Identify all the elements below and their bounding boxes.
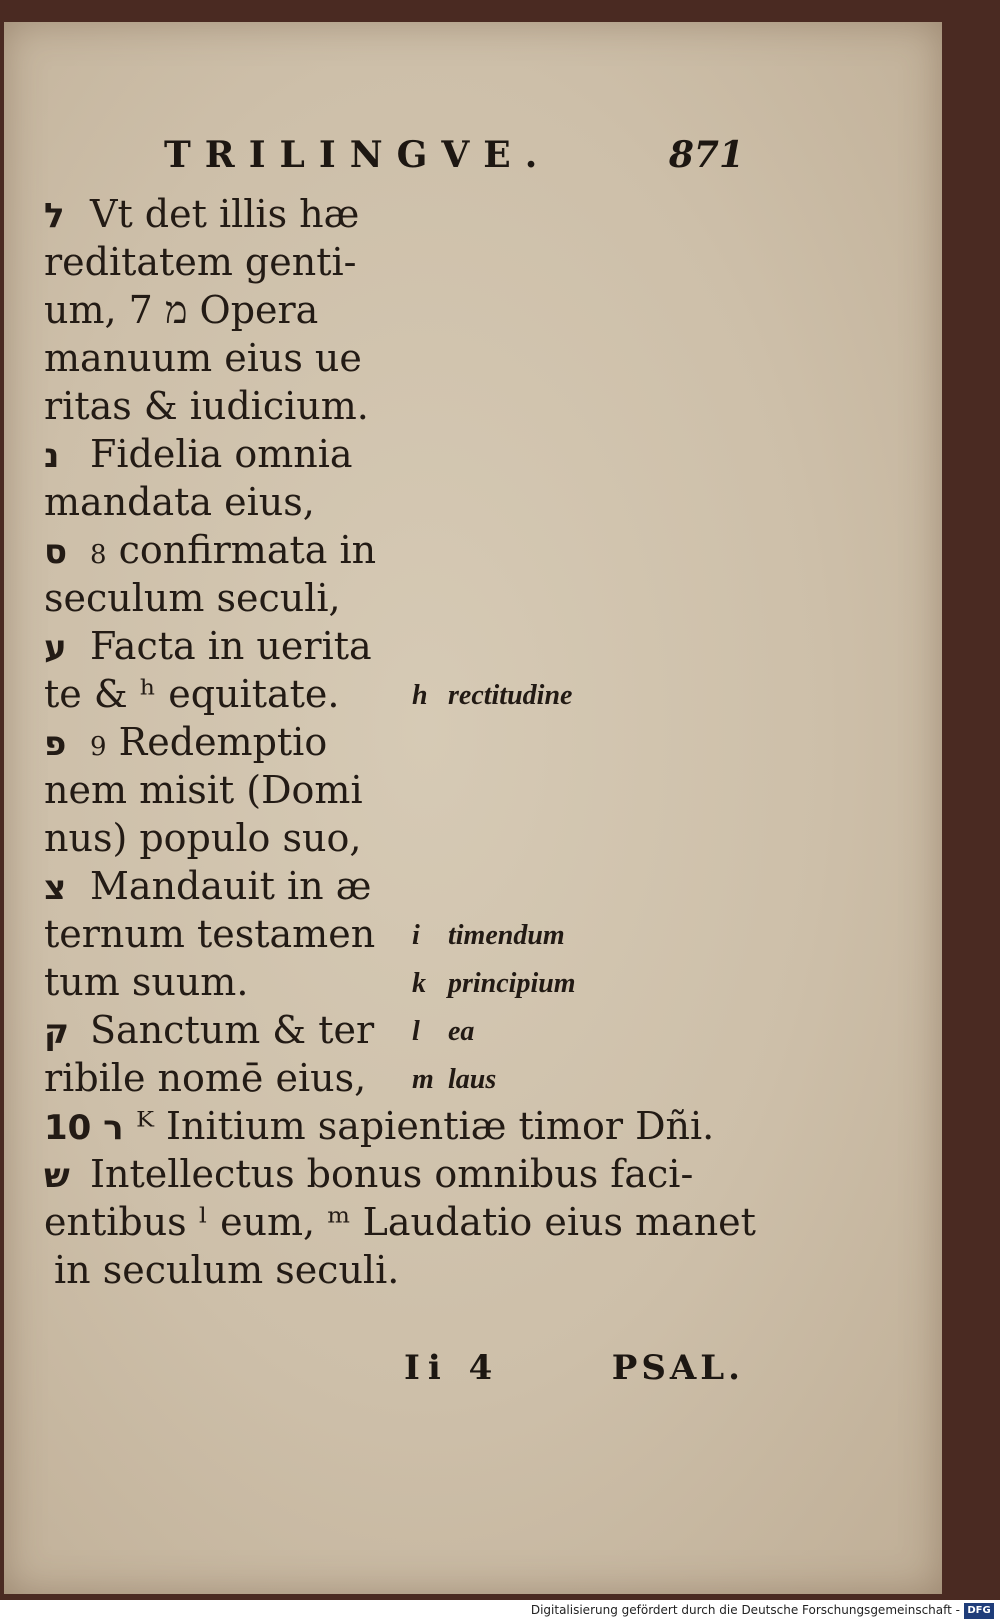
running-title: TRILINGVE. bbox=[164, 134, 552, 176]
text-line bbox=[44, 1006, 374, 1056]
verse-number: 8 bbox=[90, 540, 107, 570]
text-line bbox=[44, 862, 371, 912]
signature-mark: Ii 4 bbox=[404, 1348, 501, 1388]
line-text: ternum testamen bbox=[44, 912, 376, 956]
line-text: Fidelia omnia bbox=[90, 432, 353, 476]
line-text: confirmata in bbox=[118, 528, 377, 572]
text-line bbox=[44, 526, 376, 579]
line-text: ritas & iudicium. bbox=[44, 384, 369, 428]
line-text: nus) populo suo, bbox=[44, 816, 362, 860]
note-letter: m bbox=[412, 1064, 434, 1095]
line-text: manuum eius ue bbox=[44, 336, 362, 380]
book-page bbox=[4, 22, 942, 1594]
line-text: ribile nomē eius, bbox=[44, 1056, 367, 1100]
text-line bbox=[44, 478, 315, 526]
line-text: te & ʰ equitate. bbox=[44, 672, 340, 716]
note-text: rectitudine bbox=[448, 680, 573, 711]
text-line bbox=[44, 574, 341, 622]
note-text: timendum bbox=[448, 920, 565, 951]
text-line bbox=[44, 670, 339, 718]
text-line bbox=[44, 430, 353, 480]
text-line bbox=[44, 190, 359, 240]
note-letter: h bbox=[412, 680, 428, 711]
line-text: seculum seculi, bbox=[44, 576, 341, 620]
text-line bbox=[44, 1150, 693, 1200]
text-line bbox=[44, 334, 362, 382]
line-text: entibus ˡ eum, ᵐ Laudatio eius manet bbox=[44, 1200, 756, 1244]
line-text: Facta in uerita bbox=[90, 624, 372, 668]
hebrew-letter: ס bbox=[44, 532, 68, 572]
hebrew-letter: צ bbox=[44, 868, 67, 908]
page-header bbox=[164, 134, 744, 184]
marginal-note bbox=[412, 1016, 474, 1048]
verse-number: 9 bbox=[90, 732, 107, 762]
line-text: nem misit (Domi bbox=[44, 768, 363, 812]
credit-text: Digitalisierung gefördert durch die Deutsche Forschungsgemeinschaft - bbox=[530, 1603, 960, 1617]
hebrew-letter: ע bbox=[44, 628, 67, 668]
note-text: ea bbox=[448, 1016, 475, 1047]
line-text: Mandauit in æ bbox=[90, 864, 372, 908]
text-line bbox=[44, 766, 363, 814]
text-line bbox=[44, 238, 356, 286]
text-line bbox=[44, 622, 372, 672]
note-text: laus bbox=[448, 1064, 497, 1095]
text-line bbox=[44, 1054, 366, 1102]
line-text: Redemptio bbox=[118, 720, 328, 764]
text-line bbox=[54, 1246, 399, 1294]
text-line bbox=[44, 910, 375, 958]
text-line bbox=[44, 1102, 714, 1152]
catchword: PSAL. bbox=[611, 1348, 744, 1388]
marginal-note bbox=[412, 680, 572, 712]
line-text: tum suum. bbox=[44, 960, 249, 1004]
marginal-note bbox=[412, 1064, 496, 1096]
text-line bbox=[44, 286, 318, 334]
page-number: 871 bbox=[668, 134, 744, 176]
hebrew-letter: פ bbox=[44, 724, 67, 764]
line-text: reditatem genti- bbox=[44, 240, 357, 284]
hebrew-letter: 10 ר bbox=[44, 1108, 124, 1148]
text-line bbox=[44, 1198, 756, 1246]
hebrew-letter: ק bbox=[44, 1012, 70, 1052]
hebrew-letter: ש bbox=[44, 1156, 70, 1196]
line-text: in seculum seculi. bbox=[54, 1248, 400, 1292]
line-text: um, מ 7 Opera bbox=[44, 288, 319, 332]
marginal-note bbox=[412, 968, 576, 1000]
text-line bbox=[44, 382, 369, 430]
note-letter: k bbox=[412, 968, 426, 999]
note-letter: i bbox=[412, 920, 420, 951]
note-letter: l bbox=[412, 1016, 420, 1047]
marginal-note bbox=[412, 920, 565, 952]
line-text: ᴷ Initium sapientiæ timor Dñi. bbox=[136, 1104, 715, 1148]
text-line bbox=[44, 718, 327, 771]
line-text: Vt det illis hæ bbox=[90, 192, 360, 236]
text-line bbox=[44, 958, 248, 1006]
dfg-logo: DFG bbox=[964, 1603, 994, 1619]
line-text: Intellectus bonus omnibus faci- bbox=[90, 1152, 694, 1196]
note-text: principium bbox=[448, 968, 576, 999]
hebrew-letter: נ bbox=[44, 436, 60, 476]
text-line bbox=[44, 814, 361, 862]
line-text: Sanctum & ter bbox=[90, 1008, 375, 1052]
hebrew-letter: ל bbox=[44, 196, 65, 236]
credit-bar bbox=[0, 1600, 1000, 1622]
page-footer bbox=[404, 1348, 744, 1398]
line-text: mandata eius, bbox=[44, 480, 315, 524]
